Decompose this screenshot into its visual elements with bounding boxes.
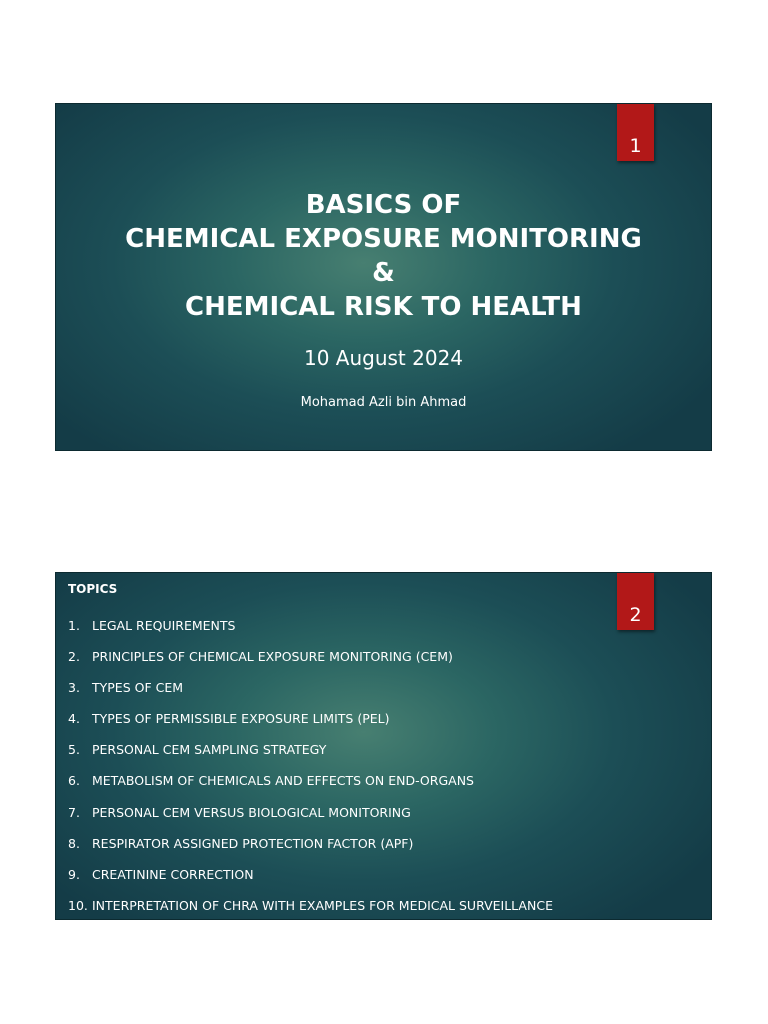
list-item — [68, 742, 553, 773]
list-item — [68, 618, 553, 649]
topics-list — [68, 618, 553, 920]
topic-text: RESPIRATOR ASSIGNED PROTECTION FACTOR (APF) — [92, 835, 414, 851]
list-item — [68, 680, 553, 711]
list-item — [68, 711, 553, 742]
topic-text: PRINCIPLES OF CHEMICAL EXPOSURE MONITORING (CEM) — [92, 649, 453, 665]
topic-text: PERSONAL CEM SAMPLING STRATEGY — [92, 742, 327, 758]
topic-number: 1. — [68, 618, 80, 633]
list-item — [68, 773, 553, 804]
topic-text: INTERPRETATION OF CHRA WITH EXAMPLES FOR MEDICAL SURVEILLANCE — [92, 897, 553, 913]
list-item — [68, 836, 553, 867]
list-item — [68, 649, 553, 680]
title-line: CHEMICAL EXPOSURE MONITORING — [125, 224, 642, 254]
list-item — [68, 805, 553, 836]
title-line: CHEMICAL RISK TO HEALTH — [185, 292, 582, 322]
slide-number-badge: 2 — [617, 573, 654, 630]
topic-number: 10. — [68, 897, 88, 913]
topics-heading: TOPICS — [68, 582, 118, 596]
list-item — [68, 898, 553, 920]
presenter-name: Mohamad Azli bin Ahmad — [300, 395, 467, 410]
title-line: BASICS OF — [305, 190, 462, 220]
slide-title — [56, 188, 711, 324]
topic-text: LEGAL REQUIREMENTS — [92, 618, 236, 633]
topic-number: 8. — [68, 835, 80, 851]
topic-text: TYPES OF CEM — [92, 680, 184, 696]
topic-number: 5. — [68, 742, 80, 758]
presentation-date: 10 August 2024 — [303, 346, 464, 370]
topic-text: CREATININE CORRECTION — [92, 866, 254, 882]
topic-number: 3. — [68, 680, 80, 696]
topic-number: 9. — [68, 866, 80, 882]
topic-text: TYPES OF PERMISSIBLE EXPOSURE LIMITS (PEL) — [92, 711, 390, 727]
topic-number: 4. — [68, 711, 80, 727]
topics-slide — [55, 572, 712, 920]
topic-text: METABOLISM OF CHEMICALS AND EFFECTS ON END-ORGANS — [92, 773, 474, 789]
title-slide — [55, 103, 712, 451]
topic-number: 6. — [68, 773, 80, 789]
topic-text: PERSONAL CEM VERSUS BIOLOGICAL MONITORING — [92, 804, 411, 820]
title-line: & — [372, 258, 395, 288]
topic-number: 7. — [68, 804, 80, 820]
list-item — [68, 867, 553, 898]
slide-number-badge: 1 — [617, 104, 654, 161]
topic-number: 2. — [68, 649, 80, 665]
